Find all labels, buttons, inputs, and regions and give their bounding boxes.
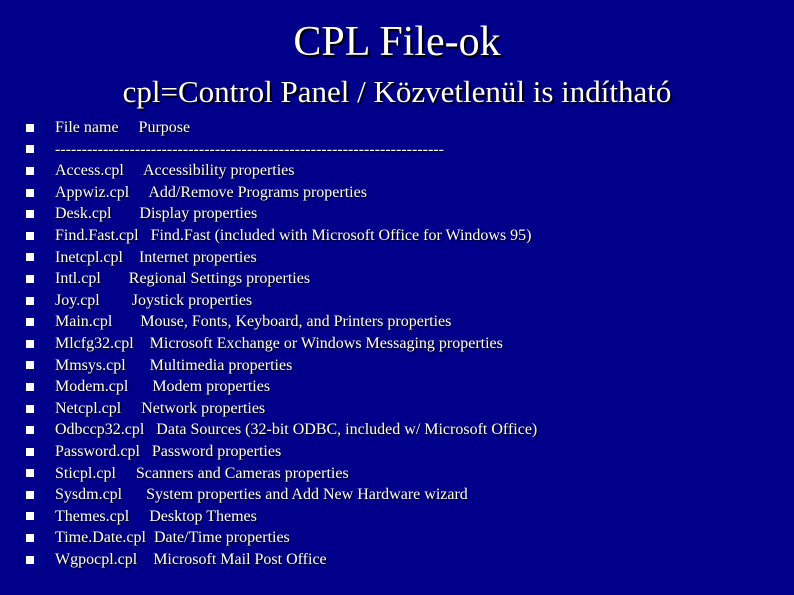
list-item-text: Sysdm.cpl System properties and Add New Hardware wizard	[55, 486, 468, 504]
list-item	[24, 139, 784, 161]
square-bullet-icon	[26, 469, 34, 477]
cpl-file-list	[24, 117, 784, 570]
list-item-text: File name Purpose	[55, 119, 191, 136]
square-bullet-icon	[26, 426, 34, 434]
list-item-text: Inetcpl.cpl Internet properties	[55, 248, 257, 266]
list-item	[24, 419, 784, 441]
list-item	[24, 441, 784, 463]
square-bullet-icon	[26, 340, 34, 348]
square-bullet-icon	[26, 167, 34, 175]
list-item	[24, 355, 784, 377]
list-item	[24, 290, 784, 312]
square-bullet-icon	[26, 534, 34, 542]
list-item-text: Odbccp32.cpl Data Sources (32-bit ODBC, included w/ Microsoft Office)	[55, 421, 538, 439]
square-bullet-icon	[26, 297, 34, 305]
square-bullet-icon	[26, 448, 34, 456]
list-item-text: Time.Date.cpl Date/Time properties	[55, 529, 290, 547]
list-item	[24, 182, 784, 204]
list-item-text: Appwiz.cpl Add/Remove Programs properties	[55, 183, 367, 201]
list-item	[24, 225, 784, 247]
square-bullet-icon	[26, 232, 34, 240]
slide-subtitle: cpl=Control Panel / Közvetlenül is indítható	[122, 74, 672, 109]
list-item	[24, 549, 784, 571]
square-bullet-icon	[26, 253, 34, 261]
list-item	[24, 203, 784, 225]
square-bullet-icon	[26, 124, 34, 132]
square-bullet-icon	[26, 145, 34, 153]
list-item-text: Themes.cpl Desktop Themes	[55, 507, 257, 525]
list-item-text: -------------------------------------------------------------------------	[55, 140, 444, 158]
list-item	[24, 160, 784, 182]
list-item-text: Mlcfg32.cpl Microsoft Exchange or Windows Messaging properties	[55, 334, 503, 352]
list-item-text: Find.Fast.cpl Find.Fast (included with Microsoft Office for Windows 95)	[55, 226, 532, 244]
list-item	[24, 311, 784, 333]
list-item-text: Modem.cpl Modem properties	[55, 378, 271, 396]
list-item	[24, 484, 784, 506]
list-item-text: Intl.cpl Regional Settings properties	[55, 270, 311, 288]
square-bullet-icon	[26, 210, 34, 218]
list-item	[24, 463, 784, 485]
square-bullet-icon	[26, 491, 34, 499]
square-bullet-icon	[26, 512, 34, 520]
list-item	[24, 398, 784, 420]
list-item-text: Mmsys.cpl Multimedia properties	[55, 356, 293, 374]
list-item-text: Password.cpl Password properties	[55, 442, 282, 460]
square-bullet-icon	[26, 405, 34, 413]
list-item	[24, 268, 784, 290]
square-bullet-icon	[26, 556, 34, 564]
list-item	[24, 117, 784, 139]
square-bullet-icon	[26, 318, 34, 326]
square-bullet-icon	[26, 361, 34, 369]
list-item-text: Wgpocpl.cpl Microsoft Mail Post Office	[55, 550, 327, 568]
list-item	[24, 376, 784, 398]
list-item	[24, 506, 784, 528]
list-item-text: Access.cpl Accessibility properties	[55, 162, 295, 180]
list-item	[24, 527, 784, 549]
list-item-text: Joy.cpl Joystick properties	[55, 291, 253, 309]
slide-title: CPL File-ok	[293, 19, 501, 65]
list-item-text: Netcpl.cpl Network properties	[55, 399, 266, 417]
list-item-text: Main.cpl Mouse, Fonts, Keyboard, and Printers properties	[55, 313, 452, 331]
list-item	[24, 247, 784, 269]
square-bullet-icon	[26, 189, 34, 197]
square-bullet-icon	[26, 275, 34, 283]
square-bullet-icon	[26, 383, 34, 391]
list-item	[24, 333, 784, 355]
list-item-text: Desk.cpl Display properties	[55, 205, 258, 223]
list-item-text: Sticpl.cpl Scanners and Cameras properties	[55, 464, 349, 482]
